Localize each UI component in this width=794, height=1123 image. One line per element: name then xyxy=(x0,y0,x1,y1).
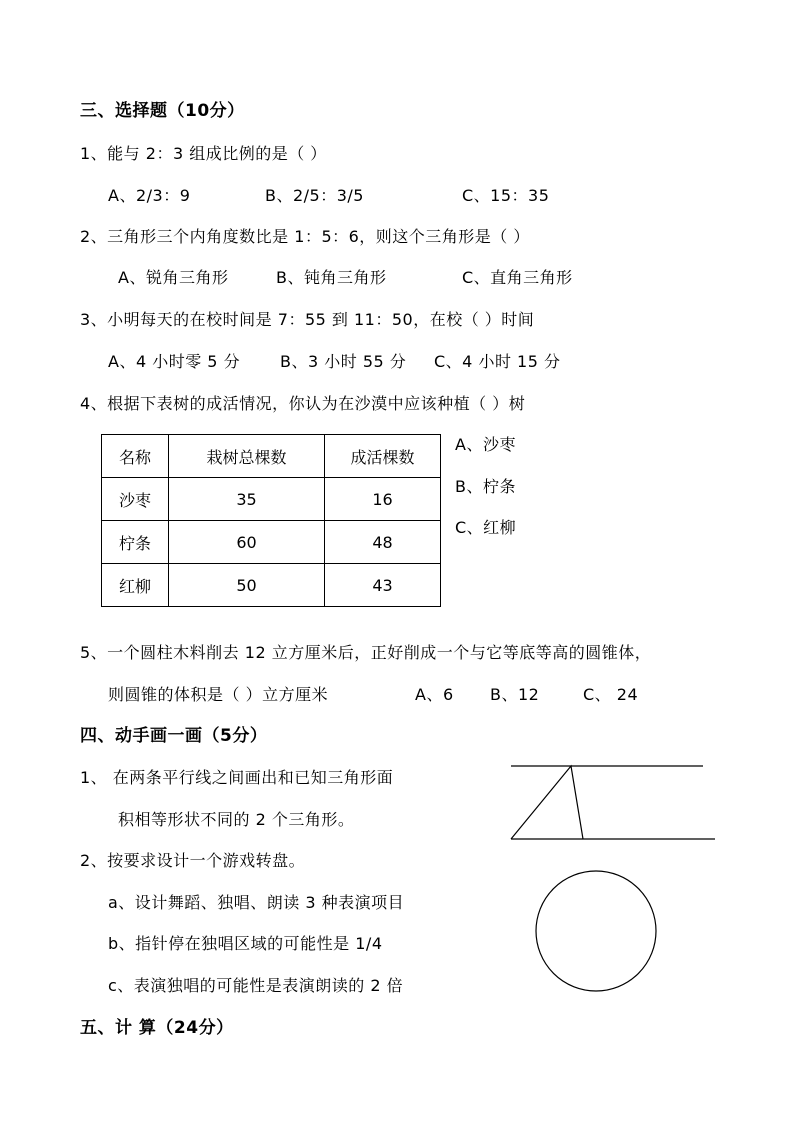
section4-q2b: b、指针停在独唱区域的可能性是 1/4 xyxy=(108,934,383,953)
q4-option-c: C、红柳 xyxy=(455,518,517,537)
q2-option-b: B、钝角三角形 xyxy=(276,268,387,287)
q2-option-c: C、直角三角形 xyxy=(462,268,573,287)
question-5: 5、一个圆柱木料削去 12 立方厘米后，正好削成一个与它等底等高的圆锥体， xyxy=(80,643,652,662)
parallel-lines-triangle-figure xyxy=(505,760,720,845)
q5-option-b: B、12 xyxy=(490,685,540,704)
table-cell: 50 xyxy=(169,564,325,607)
table-header-cell: 栽树总棵数 xyxy=(169,435,325,478)
question-2: 2、三角形三个内角度数比是 1：5：6，则这个三角形是（ ） xyxy=(80,227,530,246)
table-header-row xyxy=(102,435,441,478)
table-row xyxy=(102,564,441,607)
section4-q2a: a、设计舞蹈、独唱、朗读 3 种表演项目 xyxy=(108,893,405,912)
q3-option-b: B、3 小时 55 分 xyxy=(280,352,407,371)
q1-option-c: C、15：35 xyxy=(462,186,550,205)
table-header-cell: 成活棵数 xyxy=(325,435,441,478)
table-cell: 48 xyxy=(325,521,441,564)
q4-option-a: A、沙枣 xyxy=(455,435,516,454)
q5-option-a: A、6 xyxy=(415,685,454,704)
question-3: 3、小明每天的在校时间是 7：55 到 11：50，在校（ ）时间 xyxy=(80,310,535,329)
q3-option-c: C、4 小时 15 分 xyxy=(434,352,561,371)
section5-title: 五、计 算（24分） xyxy=(80,1018,234,1038)
table-header-cell: 名称 xyxy=(102,435,169,478)
table-cell: 43 xyxy=(325,564,441,607)
q1-option-a: A、2/3：9 xyxy=(108,186,191,205)
section4-q2c: c、表演独唱的可能性是表演朗读的 2 倍 xyxy=(108,976,404,995)
q3-option-a: A、4 小时零 5 分 xyxy=(108,352,241,371)
q4-option-b: B、柠条 xyxy=(455,477,516,496)
section4-q2: 2、按要求设计一个游戏转盘。 xyxy=(80,851,306,870)
question-1: 1、能与 2：3 组成比例的是（ ） xyxy=(80,144,327,163)
section3-title: 三、选择题（10分） xyxy=(80,101,245,121)
q1-option-b: B、2/5：3/5 xyxy=(265,186,364,205)
table-cell: 沙枣 xyxy=(102,478,169,521)
table-cell: 红柳 xyxy=(102,564,169,607)
question-4: 4、根据下表树的成活情况，你认为在沙漠中应该种植（ ）树 xyxy=(80,394,526,413)
table-cell: 柠条 xyxy=(102,521,169,564)
spinner-circle xyxy=(533,868,659,994)
q2-option-a: A、锐角三角形 xyxy=(118,268,229,287)
section4-title: 四、动手画一画（5分） xyxy=(80,726,268,746)
q5-option-c: C、 24 xyxy=(583,685,639,704)
tree-survival-table xyxy=(101,434,441,607)
table-cell: 16 xyxy=(325,478,441,521)
section4-q1-line2: 积相等形状不同的 2 个三角形。 xyxy=(118,810,355,829)
table-cell: 35 xyxy=(169,478,325,521)
table-cell: 60 xyxy=(169,521,325,564)
question-5-continued: 则圆锥的体积是（ ）立方厘米 xyxy=(108,685,329,704)
table-row xyxy=(102,478,441,521)
section4-q1-line1: 1、 在两条平行线之间画出和已知三角形面 xyxy=(80,768,394,787)
table-row xyxy=(102,521,441,564)
